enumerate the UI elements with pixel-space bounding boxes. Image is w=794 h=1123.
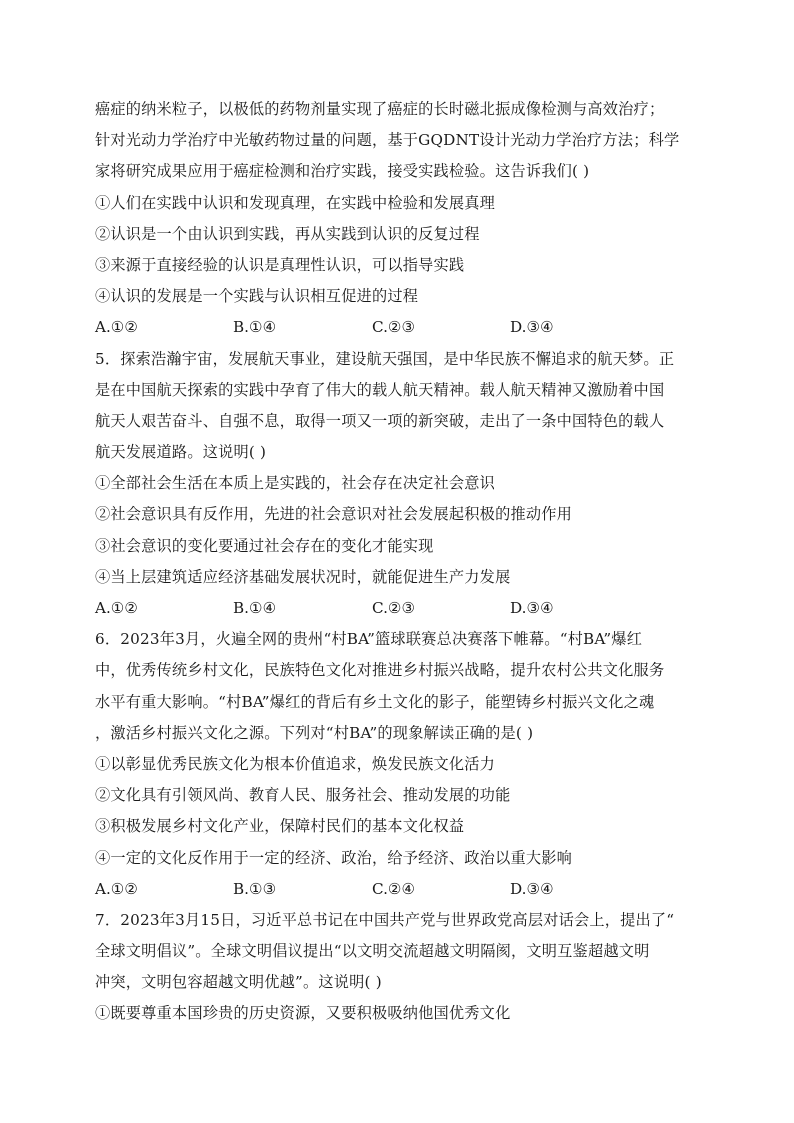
question-4-item-2: ②认识是一个由认识到实践，再从实践到认识的反复过程 — [95, 224, 480, 243]
question-4 — [95, 94, 705, 344]
question-4-option-c: C.②③ — [372, 318, 416, 337]
question-6-stem-line: 6．2023年3月，火遍全网的贵州“村BA”篮球联赛总决赛落下帷幕。“村BA”爆红 — [95, 630, 643, 649]
question-4-item-4: ④认识的发展是一个实践与认识相互促进的过程 — [95, 287, 419, 306]
question-6-option-b: B.①③ — [233, 879, 277, 898]
question-6-item-3: ③积极发展乡村文化产业，保障村民们的基本文化权益 — [95, 817, 465, 836]
question-7-stem-line: 冲突，文明包容超越文明优越”。这说明( ) — [95, 973, 382, 992]
question-6-option-c: C.②④ — [372, 879, 416, 898]
question-7-stem-line: 7．2023年3月15日，习近平总书记在中国共产党与世界政党高层对话会上，提出了“ — [95, 910, 675, 929]
question-5 — [95, 344, 705, 625]
question-5-stem-line: 航天发展道路。这说明( ) — [95, 443, 267, 462]
question-7-stem-line: 全球文明倡议”。全球文明倡议提出“以文明交流超越文明隔阂，文明互鉴超越文明 — [95, 942, 650, 961]
question-4-stem-line: 家将研究成果应用于癌症检测和治疗实践，接受实践检验。这告诉我们( ) — [95, 162, 590, 181]
question-7 — [95, 905, 705, 1030]
question-5-item-3: ③社会意识的变化要通过社会存在的变化才能实现 — [95, 536, 434, 555]
question-6-item-1: ①以彰显优秀民族文化为根本价值追求，焕发民族文化活力 — [95, 754, 496, 773]
question-6-stem-line: ，激活乡村振兴文化之源。下列对“村BA”的现象解读正确的是( ) — [95, 723, 534, 742]
question-6-stem-line: 水平有重大影响。“村BA”爆红的背后有乡土文化的影子，能塑铸乡村振兴文化之魂 — [95, 692, 655, 711]
question-4-stem-line: 针对光动力学治疗中光敏药物过量的问题，基于GQDNT设计光动力学治疗方法；科学 — [95, 131, 680, 150]
question-5-stem-line: 是在中国航天探索的实践中孕育了伟大的载人航天精神。载人航天精神又激励着中国 — [95, 380, 665, 399]
exam-page — [95, 94, 705, 1030]
question-5-stem-line: 5．探索浩瀚宇宙，发展航天事业，建设航天强国，是中华民族不懈追求的航天梦。正 — [95, 349, 675, 368]
question-4-option-d: D.③④ — [510, 318, 554, 337]
question-5-stem-line: 航天人艰苦奋斗、自强不息，取得一项又一项的新突破，走出了一条中国特色的载人 — [95, 411, 665, 430]
question-6 — [95, 624, 705, 905]
question-4-option-a: A.①② — [95, 318, 139, 337]
question-5-item-4: ④当上层建筑适应经济基础发展状况时，就能促进生产力发展 — [95, 567, 511, 586]
question-6-item-2: ②文化具有引领风尚、教育人民、服务社会、推动发展的功能 — [95, 786, 511, 805]
question-5-option-c: C.②③ — [372, 599, 416, 617]
question-4-option-b: B.①④ — [233, 318, 277, 337]
question-4-item-3: ③来源于直接经验的认识是真理性认识，可以指导实践 — [95, 255, 465, 274]
question-5-option-a: A.①② — [95, 599, 139, 617]
question-6-option-a: A.①② — [95, 879, 139, 898]
question-7-item-1: ①既要尊重本国珍贵的历史资源，又要积极吸纳他国优秀文化 — [95, 1004, 511, 1023]
question-5-option-b: B.①④ — [233, 599, 277, 617]
question-6-option-d: D.③④ — [510, 879, 554, 898]
question-5-options — [95, 593, 705, 624]
question-5-option-d: D.③④ — [510, 599, 554, 617]
question-6-item-4: ④一定的文化反作用于一定的经济、政治，给予经济、政治以重大影响 — [95, 848, 573, 867]
question-6-options — [95, 874, 705, 905]
question-4-stem-line: 癌症的纳米粒子，以极低的药物剂量实现了癌症的长时磁北振成像检测与高效治疗； — [95, 100, 665, 118]
question-4-item-1: ①人们在实践中认识和发现真理，在实践中检验和发展真理 — [95, 193, 496, 212]
question-5-item-2: ②社会意识具有反作用，先进的社会意识对社会发展起积极的推动作用 — [95, 505, 573, 524]
question-5-item-1: ①全部社会生活在本质上是实践的，社会存在决定社会意识 — [95, 474, 496, 493]
question-6-stem-line: 中，优秀传统乡村文化，民族特色文化对推进乡村振兴战略，提升农村公共文化服务 — [95, 661, 665, 680]
question-4-options — [95, 312, 705, 343]
